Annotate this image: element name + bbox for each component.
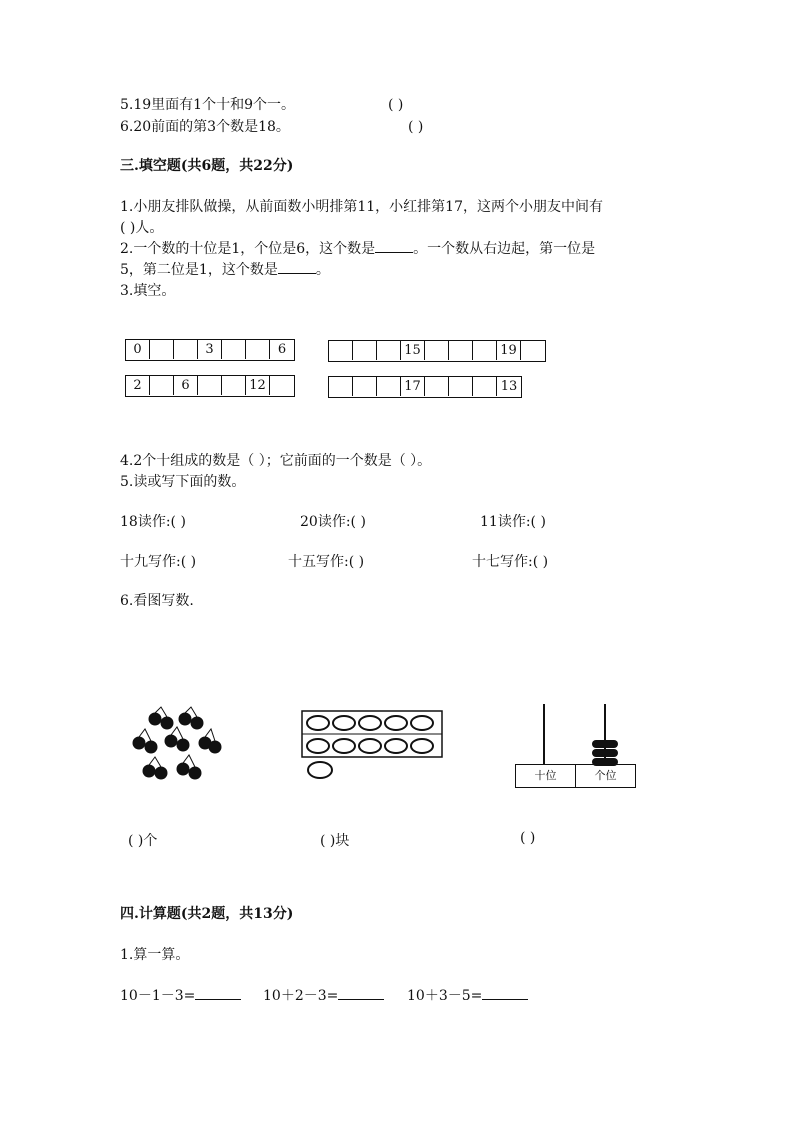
abacus-bead [592,740,618,748]
strip-cell: 15 [401,341,425,360]
s3-q5: 5.读或写下面的数。 [120,474,246,490]
strip-cell: 12 [246,376,270,395]
strip-cell: 17 [401,377,425,396]
number-strip-4 [328,376,522,398]
answer-abacus[interactable]: ( ) [520,830,536,846]
s3-q1-line2[interactable]: ( )人。 [120,220,164,236]
strip-cell: 13 [500,379,518,394]
judge-q6-answer[interactable]: ( ) [408,119,424,135]
equation-2-blank[interactable] [338,985,384,1000]
strip-cell[interactable] [377,377,401,396]
strip-cell[interactable] [353,377,377,396]
s3-q1-line1: 1.小朋友排队做操，从前面数小明排第11，小红排第17，这两个小朋友中间有 [120,199,603,215]
read-18[interactable]: 18读作:( ) [120,514,186,530]
strip-cell: 6 [277,342,287,357]
strip-cell: 3 [198,340,222,359]
strip-cell[interactable] [174,340,198,359]
s3-q4: 4.2个十组成的数是（ ）；它前面的一个数是（ ）。 [120,453,432,469]
strip-cell[interactable] [521,341,545,360]
equation-2: 10＋2－3= [263,985,384,1005]
strip-cell: 6 [174,376,198,395]
write-19[interactable]: 十九写作:( ) [120,554,197,570]
judge-q6: 6.20前面的第3个数是18。 [120,119,290,135]
s3-q3: 3.填空。 [120,283,176,299]
read-11[interactable]: 11读作:( ) [480,514,546,530]
abacus-bead [592,749,618,757]
equation-3: 10＋3－5= [407,985,528,1005]
equation-1: 10－1－3= [120,985,241,1005]
number-strip-2 [328,340,546,362]
strip-cell: 0 [126,340,150,359]
q2-blank-2[interactable] [278,259,316,274]
strip-cell[interactable] [246,340,270,359]
answer-cherries[interactable]: ( )个 [128,833,158,849]
strip-cell[interactable] [353,341,377,360]
judge-q5: 5.19里面有1个十和9个一。 [120,97,295,113]
strip-cell: 19 [497,341,521,360]
strip-cell[interactable] [222,340,246,359]
strip-cell[interactable] [425,341,449,360]
strip-cell[interactable] [329,341,353,360]
ones-label: 个位 [575,764,636,788]
strip-cell[interactable] [150,340,174,359]
strip-cell[interactable] [150,376,174,395]
section3-title: 三.填空题(共6题，共22分) [120,158,294,174]
equation-3-blank[interactable] [482,985,528,1000]
strip-cell[interactable] [198,376,222,395]
s4-q1: 1.算一算。 [120,947,190,963]
strip-cell[interactable] [473,341,497,360]
write-15[interactable]: 十五写作:( ) [288,554,365,570]
strip-cell[interactable] [377,341,401,360]
judge-q5-answer[interactable]: ( ) [388,97,404,113]
strip-cell[interactable] [449,377,473,396]
tens-rod [543,704,545,764]
s3-q2-line2: 5，第二位是1，这个数是 。 [120,259,330,280]
strip-cell[interactable] [449,341,473,360]
cherries-picture [125,705,225,785]
answer-biscuits[interactable]: ( )块 [320,833,350,849]
number-strip-3 [125,375,295,397]
strip-cell: 2 [126,376,150,395]
section4-title: 四.计算题(共2题，共13分) [120,906,294,922]
abacus [515,704,637,790]
number-strip-1 [125,339,295,361]
strip-cell[interactable] [270,376,294,395]
write-17[interactable]: 十七写作:( ) [472,554,549,570]
strip-cell[interactable] [473,377,497,396]
equation-1-blank[interactable] [195,985,241,1000]
tens-label: 十位 [515,764,576,788]
strip-cell[interactable] [222,376,246,395]
strip-cell[interactable] [425,377,449,396]
q2-blank-1[interactable] [375,238,413,253]
biscuits-picture [300,709,445,785]
s3-q6: 6.看图写数. [120,593,194,609]
strip-cell[interactable] [329,377,353,396]
read-20[interactable]: 20读作:( ) [300,514,366,530]
s3-q2-line1: 2.一个数的十位是1，个位是6，这个数是 。一个数从右边起，第一位是 [120,238,595,259]
